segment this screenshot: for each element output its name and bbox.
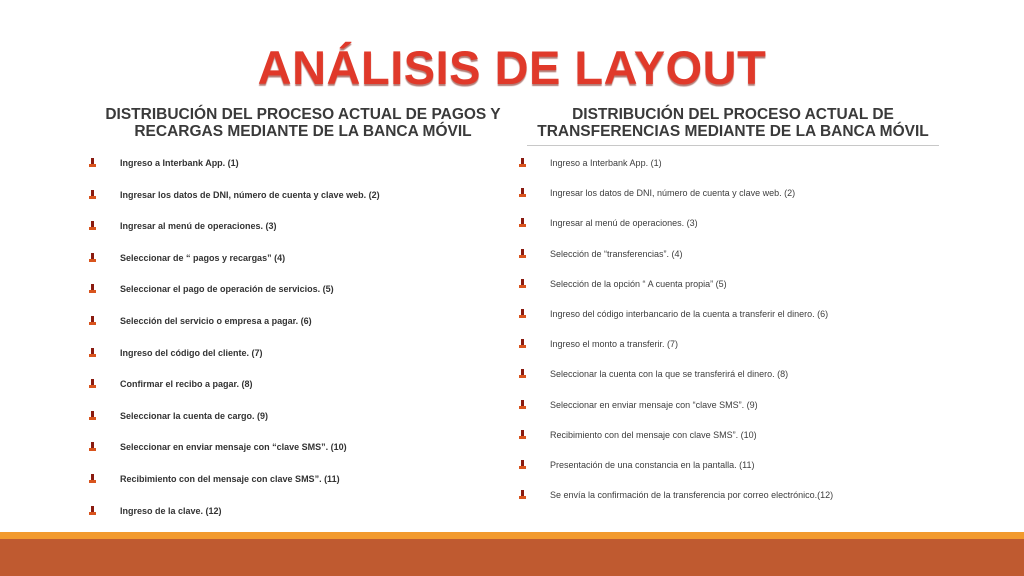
bullet-icon: [88, 442, 96, 452]
bullet-icon: [518, 158, 526, 168]
right-heading-line1: DISTRIBUCIÓN DEL PROCESO ACTUAL DE: [572, 106, 894, 123]
bullet-icon: [88, 379, 96, 389]
bullet-icon: [518, 188, 526, 198]
bullet-icon: [518, 279, 526, 289]
bullet-icon: [88, 221, 96, 231]
bullet-icon: [88, 348, 96, 358]
bullet-icon: [88, 190, 96, 200]
left-heading-line2: RECARGAS MEDIANTE DE LA BANCA MÓVIL: [134, 123, 472, 140]
bullet-icon: [518, 218, 526, 228]
footer-band: [0, 539, 1024, 576]
bullet-icon: [518, 339, 526, 349]
slide-title: ANÁLISIS DE LAYOUT: [257, 41, 767, 94]
bullet-icon: [88, 284, 96, 294]
bullet-icon: [518, 490, 526, 500]
bullet-icon: [518, 460, 526, 470]
bullet-icon: [88, 411, 96, 421]
bullet-icon: [88, 506, 96, 516]
left-column-heading: [95, 106, 511, 140]
right-column-heading: [527, 106, 939, 140]
left-heading-line1: DISTRIBUCIÓN DEL PROCESO ACTUAL DE PAGOS Y: [105, 106, 501, 123]
footer-accent-stripe: [0, 532, 1024, 539]
bullet-icon: [518, 400, 526, 410]
bullet-icon: [88, 474, 96, 484]
bullet-icon: [518, 249, 526, 259]
bullet-icon: [518, 369, 526, 379]
bullet-icon: [88, 158, 96, 168]
bullet-icon: [88, 253, 96, 263]
bullet-icon: [518, 309, 526, 319]
heading-divider: [527, 145, 939, 146]
right-heading-line2: TRANSFERENCIAS MEDIANTE DE LA BANCA MÓVIL: [537, 123, 929, 140]
bullet-icon: [518, 430, 526, 440]
bullet-icon: [88, 316, 96, 326]
